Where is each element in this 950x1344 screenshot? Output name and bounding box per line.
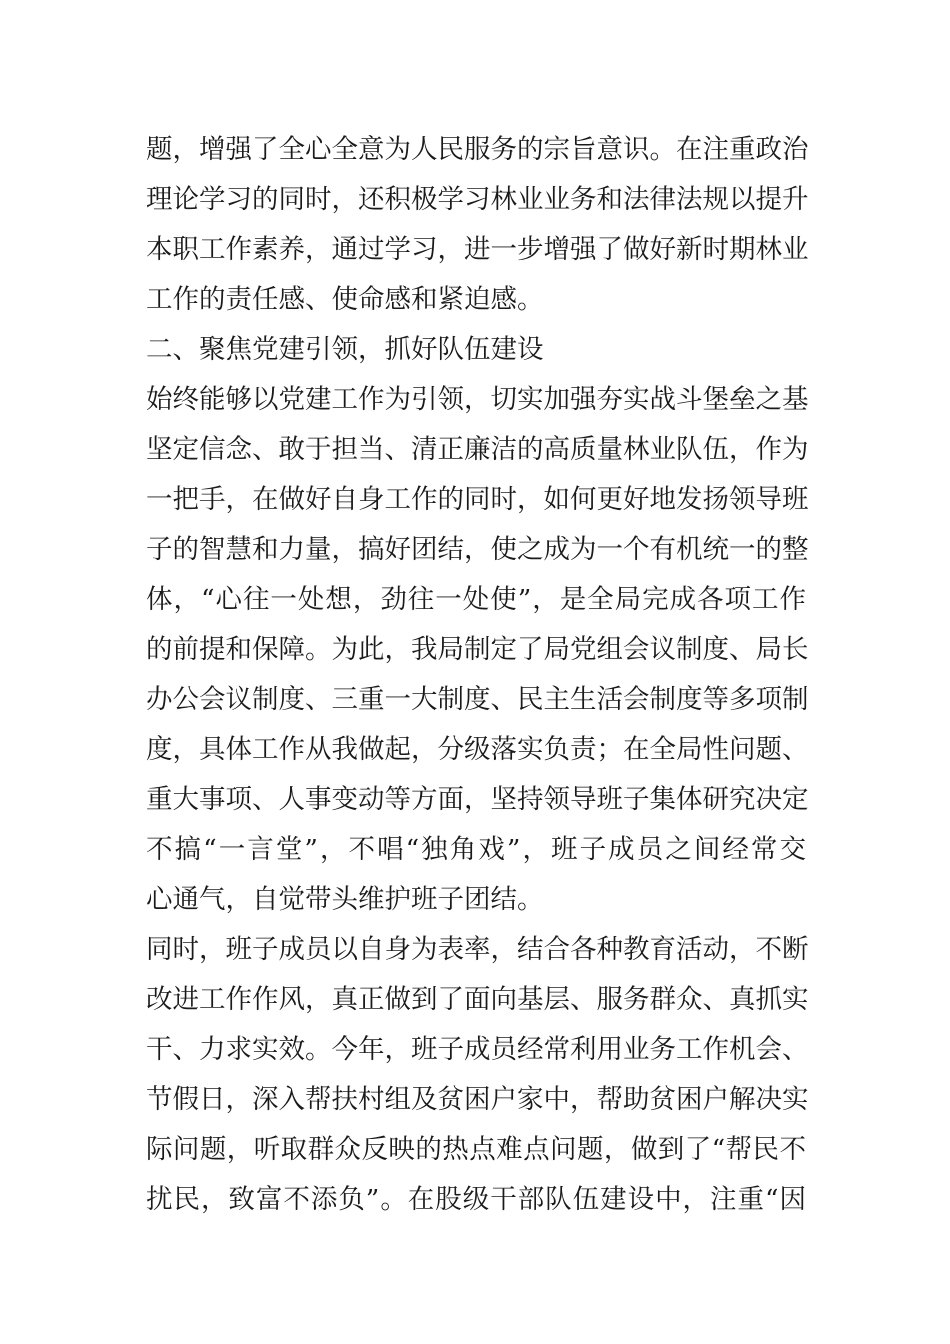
text-line: 始终能够以党建工作为引领，切实加强夯实战斗堡垒之基 xyxy=(146,384,809,415)
text-line: 重大事项、人事变动等方面，坚持领导班子集体研究决定 xyxy=(146,784,809,815)
text-line: 子的智慧和力量，搞好团结，使之成为一个有机统一的整 xyxy=(146,534,809,565)
text-line: 的前提和保障。为此，我局制定了局党组会议制度、局长 xyxy=(146,634,809,665)
text-line: 改进工作作风，真正做到了面向基层、服务群众、真抓实 xyxy=(146,984,809,1015)
text-line: 题，增强了全心全意为人民服务的宗旨意识。在注重政治 xyxy=(146,134,809,165)
text-line: 坚定信念、敢于担当、清正廉洁的高质量林业队伍，作为 xyxy=(146,434,809,465)
text-line: 不搞“一言堂”，不唱“独角戏”，班子成员之间经常交 xyxy=(146,834,806,865)
text-line: 一把手，在做好自身工作的同时，如何更好地发扬领导班 xyxy=(146,484,809,515)
section-heading: 二、聚焦党建引领，抓好队伍建设 xyxy=(146,334,544,365)
text-line: 干、力求实效。今年，班子成员经常利用业务工作机会、 xyxy=(146,1034,809,1065)
text-line: 工作的责任感、使命感和紧迫感。 xyxy=(146,284,544,315)
text-line: 理论学习的同时，还积极学习林业业务和法律法规以提升 xyxy=(146,184,809,215)
text-line: 本职工作素养，通过学习，进一步增强了做好新时期林业 xyxy=(146,234,809,265)
text-line: 际问题，听取群众反映的热点难点问题，做到了“帮民不 xyxy=(146,1134,806,1165)
text-line: 同时，班子成员以自身为表率，结合各种教育活动，不断 xyxy=(146,934,809,965)
text-line: 扰民，致富不添负”。在股级干部队伍建设中，注重“因 xyxy=(146,1184,806,1215)
text-line: 节假日，深入帮扶村组及贫困户家中，帮助贫困户解决实 xyxy=(146,1084,809,1115)
text-line: 体，“心往一处想，劲往一处使”，是全局完成各项工作 xyxy=(146,584,806,615)
text-line: 度，具体工作从我做起，分级落实负责；在全局性问题、 xyxy=(146,734,809,765)
text-line: 心通气，自觉带头维护班子团结。 xyxy=(146,884,544,915)
text-line: 办公会议制度、三重一大制度、民主生活会制度等多项制 xyxy=(146,684,809,715)
